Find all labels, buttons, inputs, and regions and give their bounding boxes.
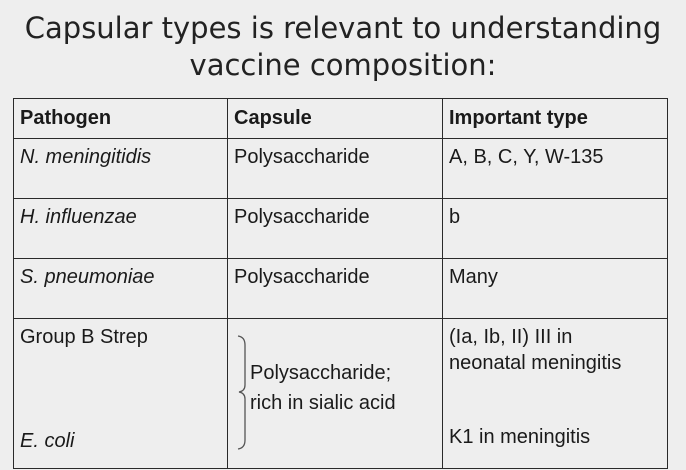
type-e-coli: K1 in meningitis [449,426,591,448]
capsular-types-table [13,98,668,469]
table-row-merged [14,319,668,469]
title-line-2: vaccine composition: [189,48,497,82]
cell-capsule-merged [228,319,443,469]
table-header-row [14,99,668,139]
cell-capsule: Polysaccharide [228,139,443,199]
bracket-icon [236,335,248,450]
table-row [14,199,668,259]
cell-type: Many [443,259,668,319]
type-gbs-line-2: neonatal meningitis [449,352,622,374]
table-row [14,139,668,199]
cell-type-merged [443,319,668,469]
pathogen-group-b-strep: Group B Strep [20,326,148,348]
cell-pathogen-merged [14,319,228,469]
header-pathogen: Pathogen [14,99,228,139]
capsule-line-1: Polysaccharide; [250,362,392,384]
header-important-type: Important type [443,99,668,139]
header-capsule: Capsule [228,99,443,139]
pathogen-e-coli: E. coli [20,430,75,452]
capsule-line-2: rich in sialic acid [250,392,396,414]
slide-title [0,10,686,84]
type-gbs-line-1: (Ia, Ib, II) III in [449,326,573,348]
title-line-1: Capsular types is relevant to understanding [24,11,662,45]
cell-pathogen: N. meningitidis [14,139,228,199]
table-row [14,259,668,319]
cell-type: A, B, C, Y, W-135 [443,139,668,199]
cell-pathogen: S. pneumoniae [14,259,228,319]
cell-capsule: Polysaccharide [228,259,443,319]
cell-type: b [443,199,668,259]
cell-capsule: Polysaccharide [228,199,443,259]
cell-pathogen: H. influenzae [14,199,228,259]
